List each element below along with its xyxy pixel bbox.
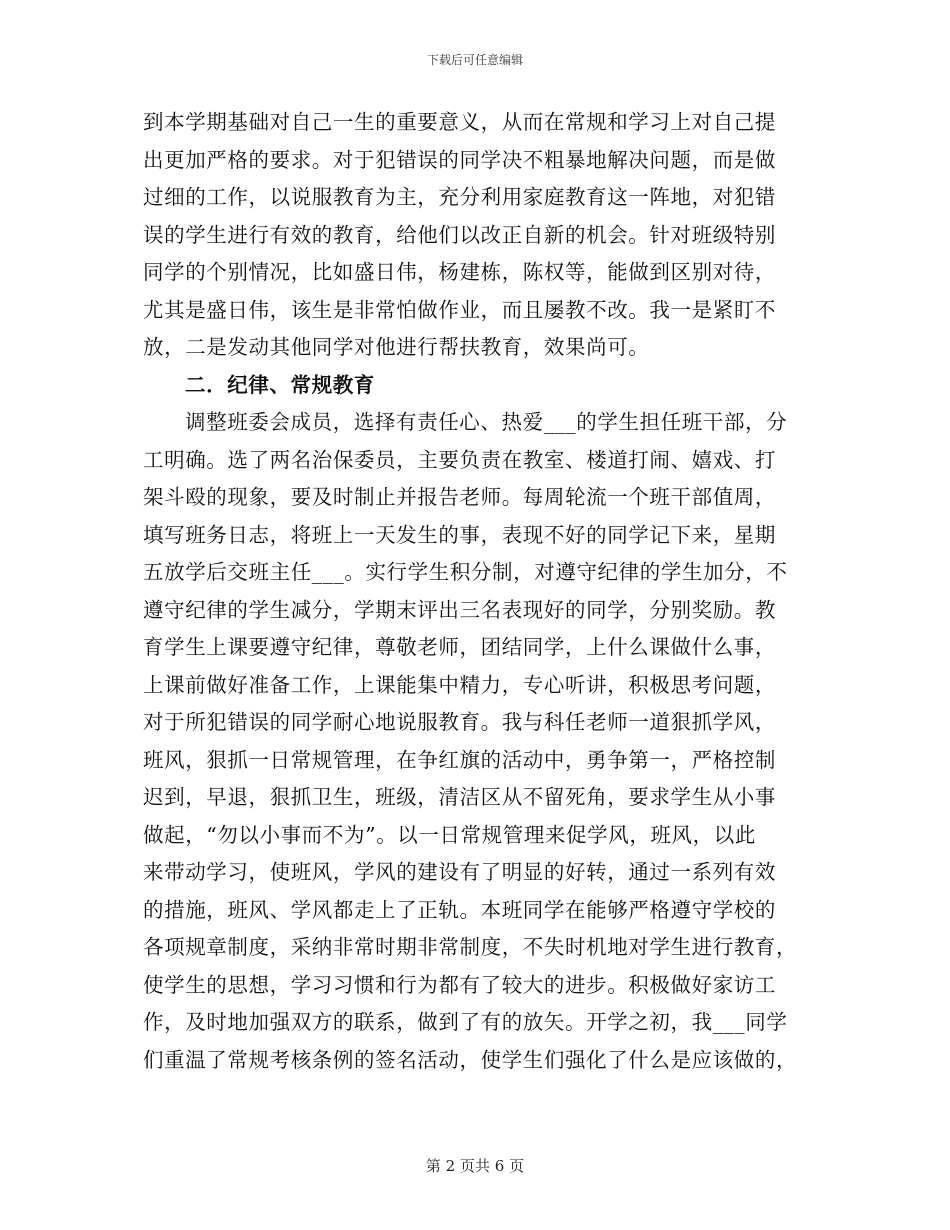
text-line: 各项规章制度，采纳非常时期非常制度，不失时机地对学生进行教育， (143, 935, 798, 959)
text-line: 架斗殴的现象，要及时制止并报告老师。每周轮流一个班干部值周， (143, 485, 776, 509)
text-line: 工明确。选了两名治保委员，主要负责在教室、楼道打闹、嬉戏、打 (143, 447, 776, 472)
text-line: 使学生的思想，学习习惯和行为都有了较大的进步。积极做好家访工 (143, 972, 776, 997)
text-line: 们重温了常规考核条例的签名活动，使学生们强化了什么是应该做的， (143, 1047, 798, 1072)
text-line: 作，及时地加强双方的联系，做到了有的放矢。开学之初，我___同学 (143, 1010, 788, 1034)
text-line: 对于所犯错误的同学耐心地说服教育。我与科任老师一道狠抓学风， (143, 710, 776, 734)
page-header: 下载后可任意编辑 (426, 53, 523, 67)
text-line: 调整班委会成员，选择有责任心、热爱___的学生担任班干部，分 (185, 410, 788, 434)
document-body (143, 104, 807, 1079)
text-line: 遵守纪律的学生减分，学期末评出三名表现好的同学，分别奖励。教 (143, 597, 776, 622)
text-line: 到本学期基础对自己一生的重要意义，从而在常规和学习上对自己提 (143, 110, 776, 134)
page-footer: 第 2 页共 6 页 (425, 1157, 525, 1175)
text-line: 上课前做好准备工作，上课能集中精力，专心听讲，积极思考问题， (143, 672, 776, 697)
section-heading: 二．纪律、常规教育 (185, 372, 375, 397)
text-line: 迟到，早退，狠抓卫生，班级，清洁区从不留死角，要求学生从小事 (143, 785, 776, 809)
text-line: 出更加严格的要求。对于犯错误的同学决不粗暴地解决问题，而是做 (143, 147, 776, 172)
text-line: 放，二是发动其他同学对他进行帮扶教育，效果尚可。 (143, 335, 650, 359)
text-line: 过细的工作，以说服教育为主，充分利用家庭教育这一阵地，对犯错 (143, 185, 776, 209)
text-line: 误的学生进行有效的教育，给他们以改正自新的机会。针对班级特别 (143, 222, 776, 247)
text-line: 的措施，班风、学风都走上了正轨。本班同学在能够严格遵守学校的 (143, 897, 776, 922)
text-line: 育学生上课要遵守纪律，尊敬老师，团结同学，上什么课做什么事， (143, 635, 776, 659)
text-line: 填写班务日志，将班上一天发生的事，表现不好的同学记下来，星期 (143, 522, 776, 547)
text-line: 班风，狠抓一日常规管理，在争红旗的活动中，勇争第一，严格控制 (143, 747, 776, 772)
text-line: 尤其是盛日伟，该生是非常怕做作业，而且屡教不改。我一是紧盯不 (143, 297, 776, 322)
text-line: 五放学后交班主任___。实行学生积分制，对遵守纪律的学生加分，不 (143, 560, 788, 584)
text-line: 来带动学习，使班风，学风的建设有了明显的好转，通过一系列有效 (143, 860, 776, 884)
text-line: 做起，“勿以小事而不为”。以一日常规管理来促学风，班风，以此 (143, 822, 756, 847)
text-line: 同学的个别情况，比如盛日伟，杨建栋，陈权等，能做到区别对待， (143, 260, 776, 284)
